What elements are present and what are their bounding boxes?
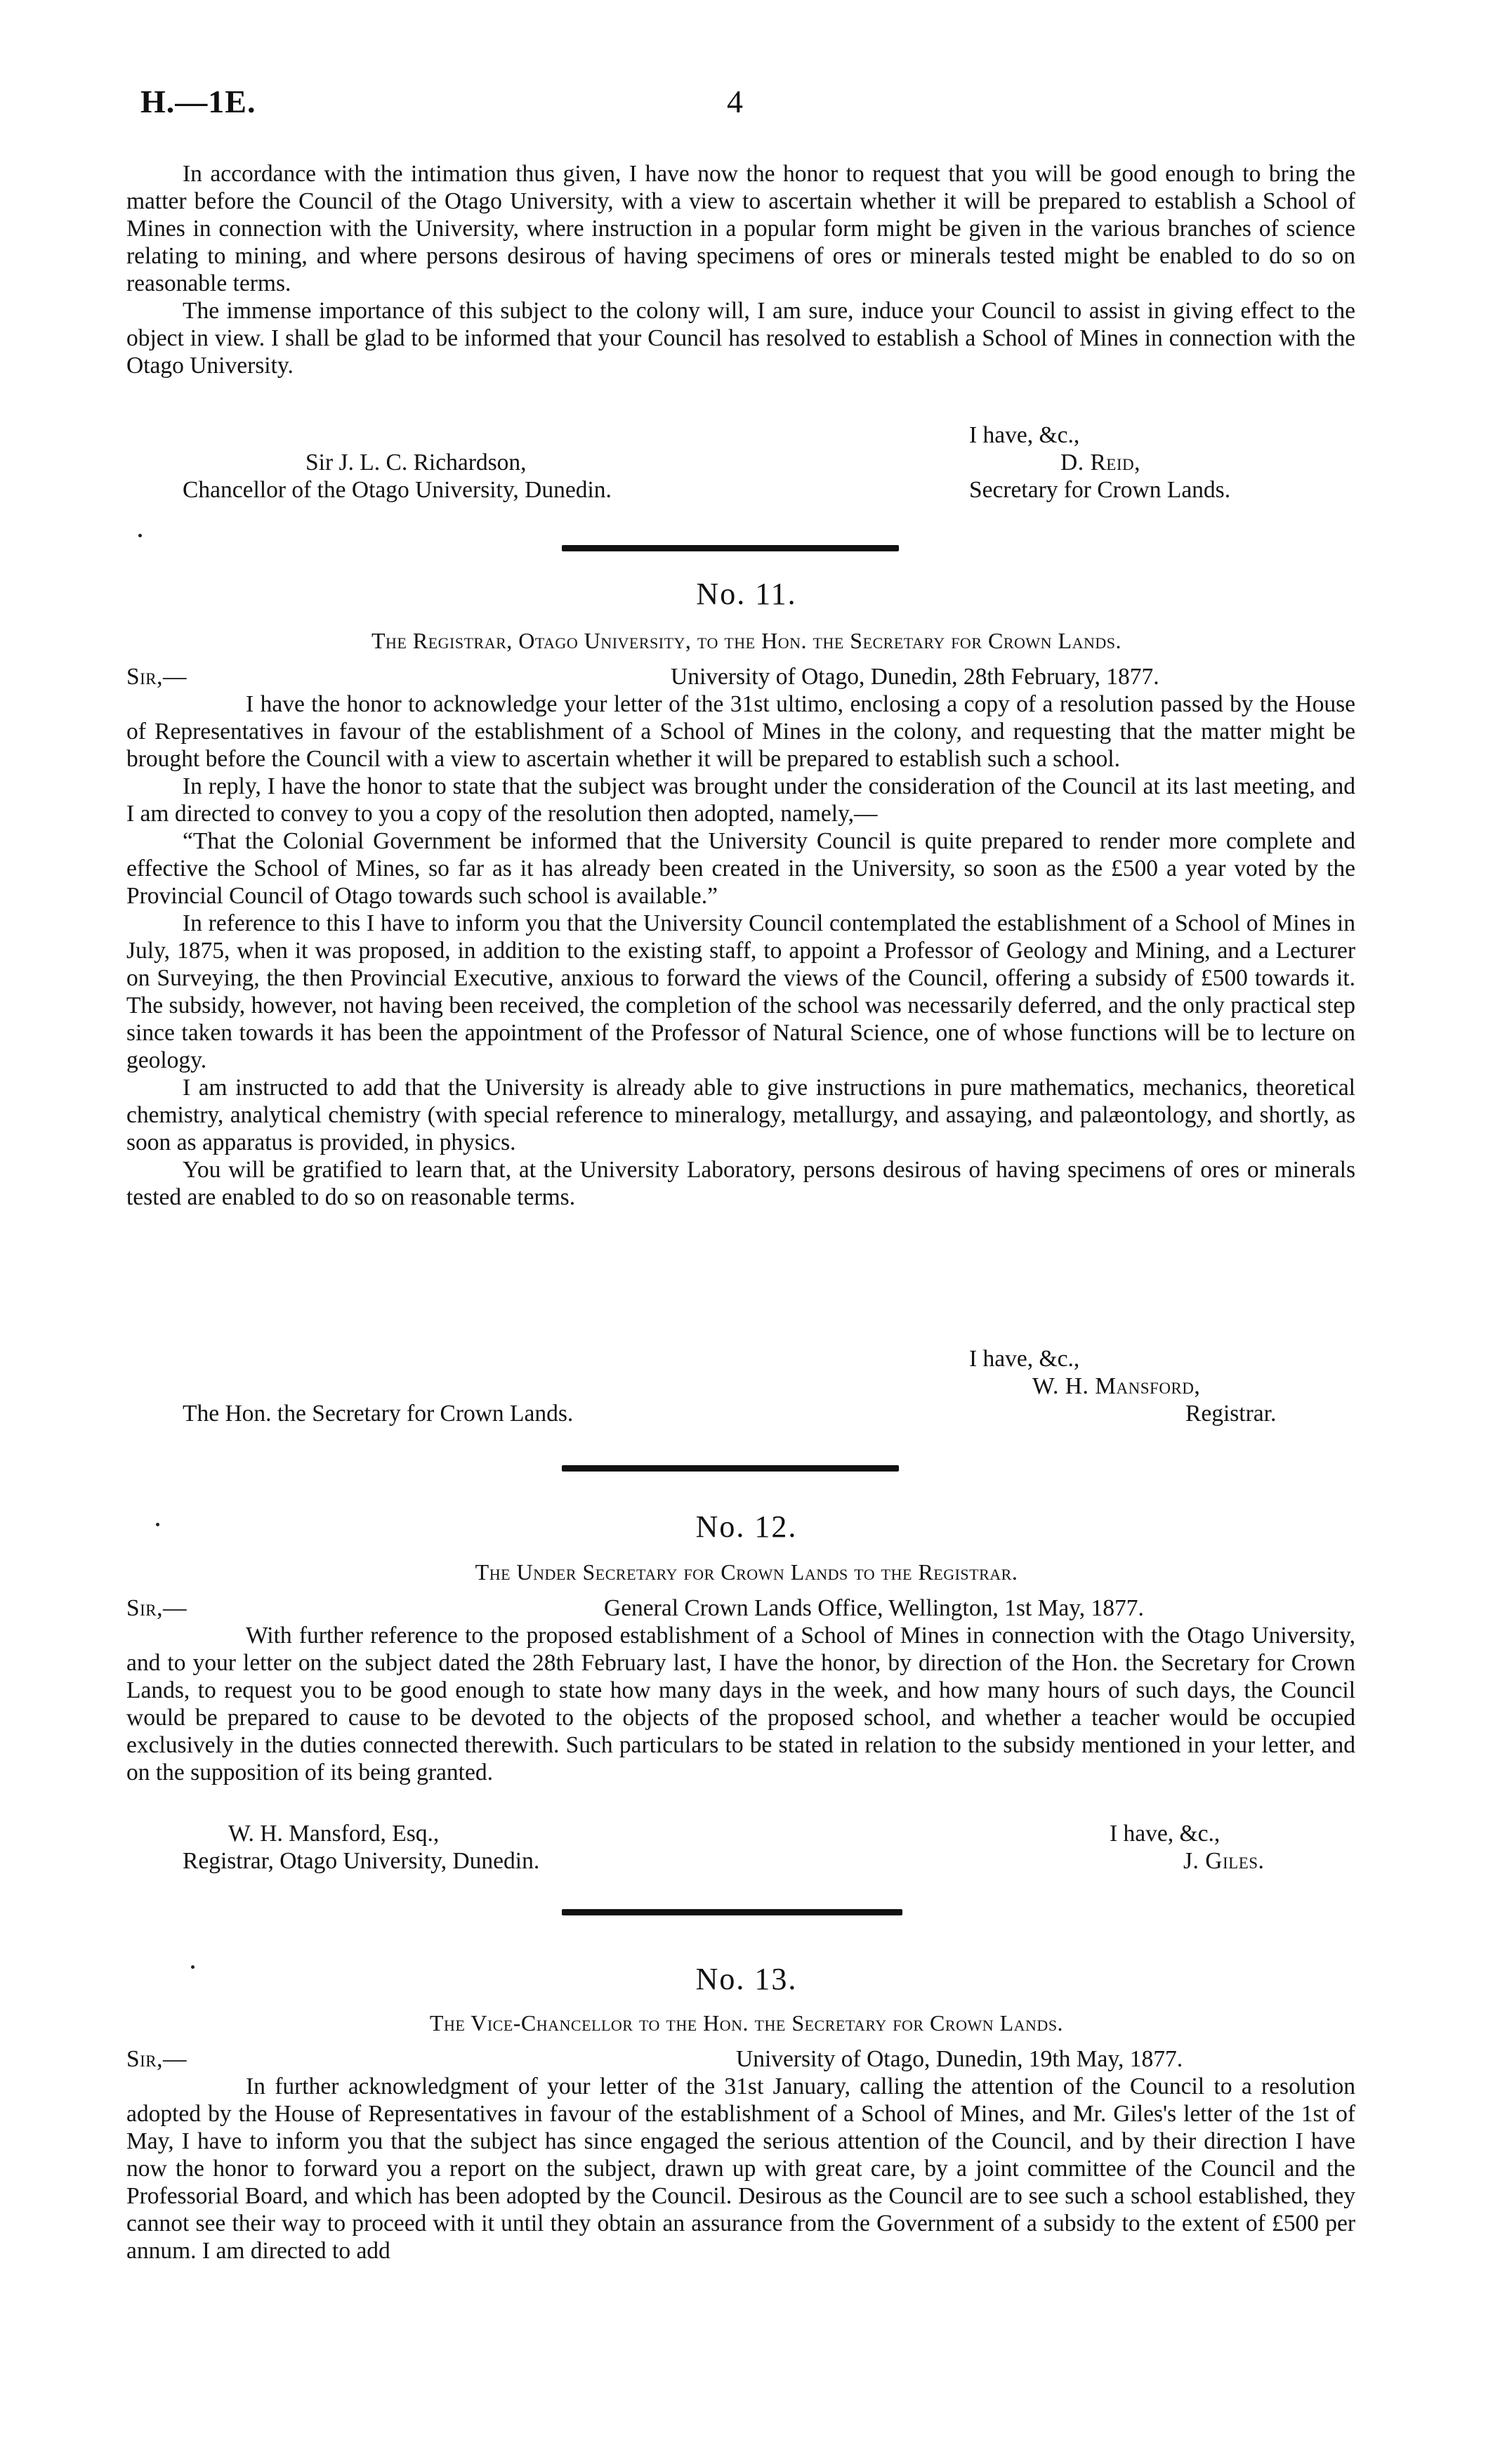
letter-11-closing: I have, &c., xyxy=(969,1346,1080,1372)
letter-11-body xyxy=(126,690,1355,1211)
letter-13-caption: The Vice-Chancellor to the Hon. the Secretary for Crown Lands. xyxy=(429,2010,1064,2036)
letter-11-paragraph-1: I have the honor to acknowledge your letter of the 31st ultimo, enclosing a copy of a resolution passed by the House of Representatives in favour of the establishment of a School of Mines in the colony, and requesting that the matter might be brought before the Council with a view to ascertain whether it will be prepared to establish such a school. xyxy=(126,691,1355,772)
letter-11-signer-name: W. H. Mansford, xyxy=(1032,1373,1201,1399)
letter-11-salutation: Sir,— xyxy=(126,664,188,690)
section-divider xyxy=(562,1465,899,1472)
letter-11-signer-title: Registrar. xyxy=(1185,1401,1277,1427)
letter-11-signature-block xyxy=(126,1345,1355,1427)
stray-mark xyxy=(138,534,142,537)
letter-12-paragraph-1: With further reference to the proposed establishment of a School of Mines in connection with the Otago University, and to your letter on the subject dated the 28th February last, I have the honor, by direction of the Hon. the Secretary for Crown Lands, to request you to be good enough to state how many days in the week, and how many hours of such days, the Council would be prepared to cause to be devoted to the objects of the proposed school, and whether a teacher would be occupied exclusively in the duties connected therewith. Such particulars to be stated in relation to the subsidy mentioned in your letter, and on the supposition of its being granted. xyxy=(126,1623,1355,1785)
letter-11-number: No. 11. xyxy=(696,577,797,611)
letter-11-dateline: University of Otago, Dunedin, 28th February, 1877. xyxy=(671,664,1159,690)
letter-10-paragraph-1: In accordance with the intimation thus given, I have now the honor to request that you will be good enough to bring the matter before the Council of the Otago University, with a view to ascertain whether it will be prepared to establish a School of Mines in connection with the University, where instruction in a popular form might be given in the various branches of science relating to mining, and where persons desirous of having specimens of ores or minerals tested might be enabled to do so on reasonable terms. xyxy=(126,161,1355,296)
letter-12-signature-block xyxy=(126,1820,1355,1875)
letter-12-addressee-name: W. H. Mansford, Esq., xyxy=(228,1821,440,1847)
letter-12-closing: I have, &c., xyxy=(1110,1821,1221,1847)
letter-10-signature-block xyxy=(126,421,1355,504)
letter-12-body xyxy=(126,1622,1355,1786)
letter-11-paragraph-6: You will be gratified to learn that, at the University Laboratory, persons desirous of having specimens of ores or minerals tested are enabled to do so on reasonable terms. xyxy=(126,1157,1355,1210)
letter-10-addressee-title: Chancellor of the Otago University, Dunedin. xyxy=(183,477,612,503)
letter-11-resolution-quote: “That the Colonial Government be informed that the University Council is quite prepared to render more complete and effective the School of Mines, so far as it has already been created in the University, so soon as the £500 a year voted by the Provincial Council of Otago towards such school is available.” xyxy=(126,828,1355,909)
letter-13-body xyxy=(126,2073,1355,2265)
letter-13-header xyxy=(126,2045,1355,2073)
letter-13-dateline: University of Otago, Dunedin, 19th May, 1877. xyxy=(736,2046,1183,2072)
letter-12-addressee-title: Registrar, Otago University, Dunedin. xyxy=(183,1848,540,1874)
letter-12-salutation: Sir,— xyxy=(126,1595,188,1621)
letter-11-paragraph-2: In reply, I have the honor to state that the subject was brought under the consideration of the Council at its last meeting, and I am directed to convey to you a copy of the resolution then adopted, namely,— xyxy=(126,773,1355,827)
letter-12-number: No. 12. xyxy=(695,1509,798,1544)
letter-13-paragraph-1: In further acknowledgment of your letter of the 31st January, calling the attention of the Council to a resolution adopted by the House of Representatives in favour of the establishment of a School of Mines, and Mr. Giles's letter of the 1st of May, I have to inform you that the subject has since engaged the serious attention of the Council, and by their direction I have now the honor to forward you a report on the subject, drawn up with great care, by a joint committee of the Council and the Professorial Board, and which has been adopted by the Council. Desirous as the Council are to see such a school established, they cannot see their way to proceed with it until they obtain an assurance from the Government of a subsidy to the extent of £500 per annum. I am directed to add xyxy=(126,2073,1355,2264)
letter-11-caption: The Registrar, Otago University, to the Hon. the Secretary for Crown Lands. xyxy=(371,628,1122,653)
section-divider xyxy=(562,545,899,551)
letter-11-paragraph-4: In reference to this I have to inform you that the University Council contemplated the establishment of a School of Mines in July, 1875, when it was proposed, in addition to the existing staff, to appoint a Professor of Geology and Mining, and a Lecturer on Surveying, the then Provincial Executive, anxious to forward the views of the Council, offering a subsidy of £500 towards it. The subsidy, however, not having been received, the completion of the school was necessarily deferred, and the only practical step since taken towards it has been the appointment of the Professor of Natural Science, one of whose functions will be to lecture on geology. xyxy=(126,910,1355,1073)
page-number: 4 xyxy=(727,84,743,119)
letter-10-paragraph-2: The immense importance of this subject to the colony will, I am sure, induce your Council to assist in giving effect to the object in view. I shall be glad to be informed that your Council has resolved to establish a School of Mines in connection with the Otago University. xyxy=(126,298,1355,379)
letter-10-signer-name: D. Reid, xyxy=(1060,450,1140,476)
letter-12-signer-name: J. Giles. xyxy=(1183,1848,1265,1874)
letter-12-dateline: General Crown Lands Office, Wellington, 1st May, 1877. xyxy=(604,1595,1144,1621)
letter-10-body xyxy=(126,160,1355,379)
letter-11-addressee: The Hon. the Secretary for Crown Lands. xyxy=(183,1401,574,1427)
letter-13-salutation: Sir,— xyxy=(126,2046,188,2072)
letter-10-closing: I have, &c., xyxy=(969,422,1080,448)
section-divider xyxy=(562,1909,902,1915)
letter-13-number: No. 13. xyxy=(695,1962,798,1996)
document-code: H.—1E. xyxy=(140,84,256,119)
letter-11-paragraph-5: I am instructed to add that the University is already able to give instructions in pure mathematics, mechanics, theoretical chemistry, analytical chemistry (with special reference to mineralogy, metallurgy, and assaying, and palæontology, and shortly, as soon as apparatus is provided, in physics. xyxy=(126,1075,1355,1155)
letter-10-signer-title: Secretary for Crown Lands. xyxy=(969,477,1231,503)
letter-10-addressee-name: Sir J. L. C. Richardson, xyxy=(305,450,527,476)
letter-11-header xyxy=(126,663,1355,690)
letter-12-caption: The Under Secretary for Crown Lands to the Registrar. xyxy=(475,1559,1018,1585)
letter-12-header xyxy=(126,1594,1355,1622)
